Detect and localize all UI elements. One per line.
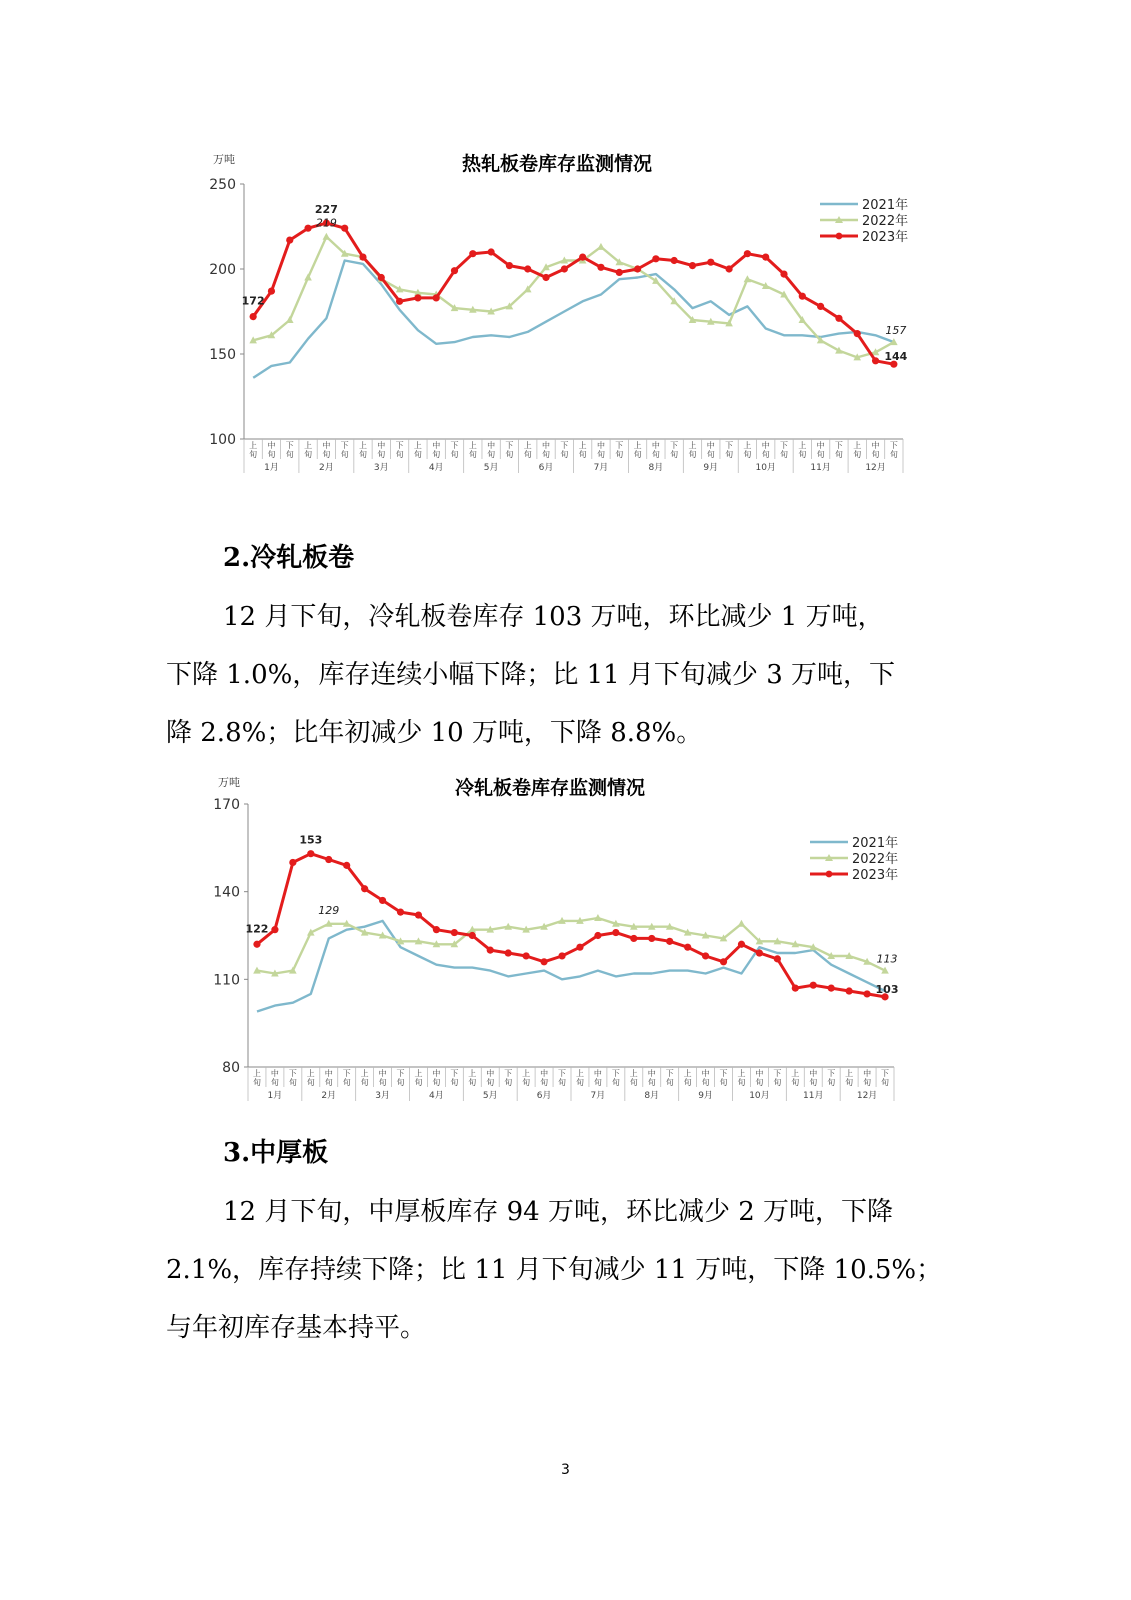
data-point-2023年 — [648, 935, 655, 942]
x-tick-dekad-char-2: 旬 — [755, 1078, 764, 1087]
x-tick-dekad-char-1: 中 — [755, 1069, 764, 1078]
legend-marker — [826, 871, 833, 878]
x-tick-month: 10月 — [755, 463, 776, 473]
x-tick-dekad-char-2: 旬 — [834, 450, 843, 459]
x-tick-month: 6月 — [536, 1091, 552, 1101]
x-tick-month: 9月 — [698, 1091, 713, 1101]
x-tick-dekad-char-1: 下 — [665, 1069, 674, 1078]
x-tick-month: 5月 — [482, 1091, 498, 1101]
y-tick-label: 170 — [213, 797, 240, 813]
data-point-2023年 — [469, 932, 476, 939]
x-tick-dekad-char-1: 中 — [596, 441, 605, 450]
data-label: 153 — [299, 833, 323, 847]
x-tick-dekad-char-2: 旬 — [737, 1078, 746, 1087]
x-tick-dekad-char-2: 旬 — [270, 1078, 279, 1087]
plate-paragraph-line-2: 2.1%，库存持续下降；比 11 月下旬减少 11 万吨，下降 10.5%； — [166, 1255, 943, 1285]
data-point-2023年 — [558, 952, 565, 959]
data-point-2023年 — [451, 929, 458, 936]
data-label: 157 — [885, 324, 907, 338]
x-tick-month: 8月 — [644, 1091, 660, 1101]
data-label: 113 — [876, 952, 898, 966]
data-point-2023年 — [702, 952, 709, 959]
x-tick-dekad-char-1: 中 — [432, 1069, 441, 1078]
x-tick-month: 7月 — [593, 463, 609, 473]
data-point-2023年 — [271, 926, 278, 933]
data-point-2023年 — [433, 926, 440, 933]
data-label: 144 — [884, 350, 908, 364]
x-tick-dekad-char-1: 中 — [651, 441, 660, 450]
data-point-2023年 — [307, 850, 314, 857]
series-line-2022年 — [257, 918, 885, 974]
x-tick-dekad-char-1: 下 — [780, 441, 789, 450]
x-tick-dekad-char-1: 上 — [360, 1069, 369, 1078]
x-tick-dekad-char-1: 上 — [798, 441, 807, 450]
x-tick-dekad-char-1: 中 — [267, 441, 276, 450]
data-point-2023年 — [666, 938, 673, 945]
data-point-2023年 — [594, 932, 601, 939]
x-tick-dekad-char-2: 旬 — [450, 1078, 459, 1087]
x-tick-dekad-char-1: 下 — [450, 441, 459, 450]
chart-title: 冷轧板卷库存监测情况 — [454, 777, 646, 799]
data-point-2023年 — [523, 952, 530, 959]
x-tick-dekad-char-2: 旬 — [853, 450, 862, 459]
x-tick-dekad-char-1: 中 — [809, 1069, 818, 1078]
data-point-2023年 — [612, 929, 619, 936]
x-tick-dekad-char-2: 旬 — [358, 450, 367, 459]
x-tick-dekad-char-1: 下 — [881, 1069, 890, 1078]
x-tick-dekad-char-1: 上 — [578, 441, 587, 450]
x-tick-dekad-char-2: 旬 — [432, 1078, 441, 1087]
x-tick-dekad-char-2: 旬 — [633, 450, 642, 459]
cold-rolled-paragraph-line-2: 下降 1.0%，库存连续小幅下降；比 11 月下旬减少 3 万吨，下 — [166, 660, 896, 690]
data-label: 219 — [315, 216, 337, 230]
data-point-2023年 — [576, 944, 583, 951]
x-tick-dekad-char-2: 旬 — [615, 450, 624, 459]
x-tick-dekad-char-1: 上 — [633, 441, 642, 450]
x-tick-dekad-char-1: 上 — [468, 441, 477, 450]
x-tick-dekad-char-2: 旬 — [575, 1078, 584, 1087]
x-tick-dekad-char-1: 上 — [737, 1069, 746, 1078]
data-point-2023年 — [756, 949, 763, 956]
x-tick-dekad-char-2: 旬 — [360, 1078, 369, 1087]
plate-paragraph-line-3: 与年初库存基本持平。 — [166, 1313, 427, 1343]
x-tick-dekad-char-1: 上 — [358, 441, 367, 450]
section-heading-cold-rolled: 2.冷轧板卷 — [223, 543, 355, 573]
x-tick-dekad-char-2: 旬 — [542, 450, 551, 459]
x-tick-dekad-char-1: 下 — [834, 441, 843, 450]
data-label: 227 — [314, 203, 338, 217]
x-tick-dekad-char-2: 旬 — [252, 1078, 261, 1087]
x-tick-dekad-char-2: 旬 — [340, 450, 349, 459]
section-heading-plate: 3.中厚板 — [223, 1138, 329, 1168]
x-tick-dekad-char-1: 中 — [270, 1069, 279, 1078]
data-point-2023年 — [361, 885, 368, 892]
x-tick-dekad-char-1: 下 — [560, 441, 569, 450]
x-tick-dekad-char-1: 中 — [647, 1069, 656, 1078]
x-tick-dekad-char-1: 中 — [871, 441, 880, 450]
x-tick-dekad-char-2: 旬 — [596, 450, 605, 459]
x-tick-dekad-char-1: 下 — [342, 1069, 351, 1078]
x-tick-dekad-char-2: 旬 — [651, 450, 660, 459]
x-tick-dekad-char-1: 下 — [340, 441, 349, 450]
y-tick-label: 150 — [209, 347, 236, 363]
x-tick-dekad-char-1: 上 — [845, 1069, 854, 1078]
x-tick-dekad-char-2: 旬 — [780, 450, 789, 459]
page-number: 3 — [561, 1462, 570, 1478]
x-tick-dekad-char-2: 旬 — [761, 450, 770, 459]
x-tick-dekad-char-2: 旬 — [725, 450, 734, 459]
x-tick-dekad-char-1: 上 — [523, 441, 532, 450]
x-tick-dekad-char-1: 下 — [505, 441, 514, 450]
x-tick-dekad-char-2: 旬 — [611, 1078, 620, 1087]
x-tick-dekad-char-2: 旬 — [863, 1078, 872, 1087]
x-tick-dekad-char-2: 旬 — [647, 1078, 656, 1087]
x-tick-dekad-char-2: 旬 — [809, 1078, 818, 1087]
x-tick-dekad-char-1: 中 — [324, 1069, 333, 1078]
x-tick-dekad-char-2: 旬 — [578, 450, 587, 459]
x-tick-month: 6月 — [538, 463, 554, 473]
x-tick-dekad-char-2: 旬 — [504, 1078, 513, 1087]
x-tick-dekad-char-1: 中 — [377, 441, 386, 450]
x-tick-dekad-char-1: 下 — [395, 441, 404, 450]
data-point-2022年 — [738, 920, 746, 927]
x-tick-month: 7月 — [590, 1091, 606, 1101]
x-tick-dekad-char-2: 旬 — [505, 450, 514, 459]
x-tick-dekad-char-2: 旬 — [432, 450, 441, 459]
x-tick-month: 1月 — [264, 463, 279, 473]
x-tick-dekad-char-1: 上 — [683, 1069, 692, 1078]
data-label: 129 — [318, 903, 340, 917]
x-tick-dekad-char-2: 旬 — [306, 1078, 315, 1087]
x-tick-dekad-char-2: 旬 — [377, 450, 386, 459]
x-tick-month: 2月 — [321, 1091, 337, 1101]
data-point-2023年 — [720, 958, 727, 965]
x-tick-dekad-char-1: 下 — [611, 1069, 620, 1078]
data-point-2023年 — [738, 941, 745, 948]
x-tick-dekad-char-2: 旬 — [665, 1078, 674, 1087]
data-point-2023年 — [810, 982, 817, 989]
x-tick-dekad-char-1: 中 — [486, 1069, 495, 1078]
x-tick-dekad-char-1: 中 — [593, 1069, 602, 1078]
x-tick-dekad-char-1: 上 — [414, 1069, 423, 1078]
data-point-2023年 — [505, 949, 512, 956]
x-tick-dekad-char-2: 旬 — [683, 1078, 692, 1087]
series-line-2021年 — [257, 921, 885, 1012]
x-tick-dekad-char-2: 旬 — [523, 450, 532, 459]
x-tick-dekad-char-2: 旬 — [267, 450, 276, 459]
data-point-2023年 — [792, 985, 799, 992]
x-tick-dekad-char-2: 旬 — [791, 1078, 800, 1087]
x-tick-dekad-char-2: 旬 — [540, 1078, 549, 1087]
x-tick-dekad-char-2: 旬 — [719, 1078, 728, 1087]
x-tick-dekad-char-2: 旬 — [396, 1078, 405, 1087]
y-tick-label: 110 — [213, 972, 240, 989]
data-point-2023年 — [325, 856, 332, 863]
x-tick-month: 12月 — [856, 1091, 878, 1101]
x-tick-dekad-char-1: 中 — [863, 1069, 872, 1078]
data-point-2023年 — [540, 958, 547, 965]
x-tick-dekad-char-1: 中 — [542, 441, 551, 450]
data-point-2023年 — [379, 897, 386, 904]
x-tick-month: 5月 — [483, 463, 499, 473]
x-tick-dekad-char-1: 上 — [304, 441, 313, 450]
x-tick-dekad-char-1: 中 — [322, 441, 331, 450]
x-tick-dekad-char-1: 上 — [249, 441, 258, 450]
x-tick-dekad-char-2: 旬 — [395, 450, 404, 459]
legend-label: 2023年 — [862, 230, 909, 245]
x-tick-dekad-char-1: 中 — [540, 1069, 549, 1078]
data-point-2023年 — [774, 955, 781, 962]
x-tick-dekad-char-1: 下 — [719, 1069, 728, 1078]
x-tick-dekad-char-2: 旬 — [486, 1078, 495, 1087]
x-tick-dekad-char-2: 旬 — [560, 450, 569, 459]
x-tick-dekad-char-1: 下 — [615, 441, 624, 450]
cold-rolled-paragraph-line-1: 12 月下旬，冷轧板卷库存 103 万吨，环比减少 1 万吨， — [223, 602, 884, 632]
y-tick-label: 80 — [222, 1060, 240, 1076]
x-tick-dekad-char-2: 旬 — [706, 450, 715, 459]
x-tick-dekad-char-1: 下 — [504, 1069, 513, 1078]
x-tick-dekad-char-2: 旬 — [285, 450, 294, 459]
x-tick-dekad-char-2: 旬 — [743, 450, 752, 459]
legend-label: 2021年 — [862, 198, 909, 213]
plate-paragraph-line-1: 12 月下旬，中厚板库存 94 万吨，环比减少 2 万吨，下降 — [223, 1197, 894, 1227]
data-label: 172 — [241, 294, 265, 308]
data-point-2023年 — [343, 862, 350, 869]
x-tick-dekad-char-1: 下 — [450, 1069, 459, 1078]
data-point-2023年 — [828, 985, 835, 992]
data-point-2023年 — [487, 947, 494, 954]
data-point-2023年 — [684, 944, 691, 951]
x-tick-dekad-char-2: 旬 — [881, 1078, 890, 1087]
x-tick-month: 11月 — [803, 1091, 824, 1101]
x-tick-dekad-char-1: 中 — [432, 441, 441, 450]
x-tick-month: 2月 — [319, 463, 334, 473]
x-tick-dekad-char-1: 下 — [670, 441, 679, 450]
x-tick-month: 8月 — [648, 463, 664, 473]
x-tick-dekad-char-2: 旬 — [468, 450, 477, 459]
x-tick-dekad-char-1: 下 — [827, 1069, 836, 1078]
x-tick-month: 10月 — [749, 1091, 770, 1101]
y-tick-label: 140 — [213, 884, 240, 901]
x-tick-month: 3月 — [375, 1091, 390, 1101]
x-tick-dekad-char-2: 旬 — [816, 450, 825, 459]
x-tick-dekad-char-2: 旬 — [324, 1078, 333, 1087]
data-point-2023年 — [289, 859, 296, 866]
x-tick-dekad-char-1: 上 — [522, 1069, 531, 1078]
data-point-2023年 — [397, 909, 404, 916]
data-point-2023年 — [846, 987, 853, 994]
x-tick-dekad-char-2: 旬 — [593, 1078, 602, 1087]
x-tick-dekad-char-2: 旬 — [450, 450, 459, 459]
x-tick-dekad-char-1: 下 — [725, 441, 734, 450]
x-tick-dekad-char-2: 旬 — [558, 1078, 567, 1087]
x-tick-dekad-char-2: 旬 — [522, 1078, 531, 1087]
x-tick-dekad-char-1: 中 — [701, 1069, 710, 1078]
y-tick-label: 200 — [209, 262, 236, 278]
x-tick-dekad-char-1: 上 — [413, 441, 422, 450]
x-tick-dekad-char-2: 旬 — [798, 450, 807, 459]
legend-label: 2022年 — [862, 214, 909, 229]
x-tick-dekad-char-1: 上 — [306, 1069, 315, 1078]
x-tick-dekad-char-2: 旬 — [249, 450, 258, 459]
x-tick-month: 9月 — [703, 463, 719, 473]
x-tick-dekad-char-2: 旬 — [629, 1078, 638, 1087]
x-tick-dekad-char-2: 旬 — [414, 1078, 423, 1087]
legend-label: 2021年 — [852, 836, 899, 851]
chart-title: 热轧板卷库存监测情况 — [461, 153, 653, 175]
legend-label: 2022年 — [852, 852, 899, 867]
x-tick-dekad-char-2: 旬 — [827, 1078, 836, 1087]
x-tick-dekad-char-2: 旬 — [342, 1078, 351, 1087]
x-tick-dekad-char-1: 上 — [629, 1069, 638, 1078]
data-point-2023年 — [630, 935, 637, 942]
x-tick-dekad-char-2: 旬 — [670, 450, 679, 459]
x-tick-month: 4月 — [428, 463, 444, 473]
x-tick-dekad-char-2: 旬 — [304, 450, 313, 459]
x-tick-month: 12月 — [865, 463, 886, 473]
x-tick-dekad-char-2: 旬 — [688, 450, 697, 459]
y-axis-unit: 万吨 — [213, 153, 235, 166]
x-tick-dekad-char-2: 旬 — [871, 450, 880, 459]
x-tick-dekad-char-1: 下 — [396, 1069, 405, 1078]
data-label: 103 — [875, 982, 899, 996]
x-tick-dekad-char-1: 上 — [688, 441, 697, 450]
x-tick-dekad-char-1: 上 — [252, 1069, 261, 1078]
x-tick-month: 4月 — [429, 1091, 444, 1101]
x-tick-dekad-char-1: 中 — [706, 441, 715, 450]
y-tick-label: 250 — [209, 177, 236, 193]
x-tick-dekad-char-2: 旬 — [773, 1078, 782, 1087]
x-tick-dekad-char-1: 中 — [761, 441, 770, 450]
x-tick-dekad-char-1: 下 — [288, 1069, 297, 1078]
x-tick-dekad-char-1: 上 — [853, 441, 862, 450]
data-label: 122 — [245, 922, 269, 936]
x-tick-dekad-char-1: 上 — [743, 441, 752, 450]
x-tick-dekad-char-2: 旬 — [378, 1078, 387, 1087]
x-tick-dekad-char-1: 中 — [487, 441, 496, 450]
x-tick-month: 1月 — [267, 1091, 283, 1101]
legend-label: 2023年 — [852, 868, 899, 883]
data-point-2023年 — [863, 990, 870, 997]
x-tick-month: 3月 — [373, 463, 389, 473]
cold-rolled-paragraph-line-3: 降 2.8%；比年初减少 10 万吨，下降 8.8%。 — [166, 718, 703, 748]
data-point-2023年 — [253, 941, 260, 948]
x-tick-dekad-char-1: 中 — [378, 1069, 387, 1078]
x-tick-dekad-char-2: 旬 — [468, 1078, 477, 1087]
x-tick-dekad-char-1: 下 — [773, 1069, 782, 1078]
y-axis-unit: 万吨 — [218, 776, 240, 789]
x-tick-month: 11月 — [810, 463, 831, 473]
y-tick-label: 100 — [209, 432, 236, 448]
x-tick-dekad-char-1: 上 — [468, 1069, 477, 1078]
x-tick-dekad-char-2: 旬 — [487, 450, 496, 459]
x-tick-dekad-char-2: 旬 — [845, 1078, 854, 1087]
x-tick-dekad-char-2: 旬 — [889, 450, 898, 459]
x-tick-dekad-char-1: 上 — [791, 1069, 800, 1078]
x-tick-dekad-char-1: 下 — [285, 441, 294, 450]
x-tick-dekad-char-1: 下 — [889, 441, 898, 450]
x-tick-dekad-char-2: 旬 — [701, 1078, 710, 1087]
x-tick-dekad-char-2: 旬 — [288, 1078, 297, 1087]
x-tick-dekad-char-1: 上 — [575, 1069, 584, 1078]
x-tick-dekad-char-1: 中 — [816, 441, 825, 450]
x-tick-dekad-char-1: 下 — [558, 1069, 567, 1078]
x-tick-dekad-char-2: 旬 — [413, 450, 422, 459]
data-point-2023年 — [415, 911, 422, 918]
x-tick-dekad-char-2: 旬 — [322, 450, 331, 459]
